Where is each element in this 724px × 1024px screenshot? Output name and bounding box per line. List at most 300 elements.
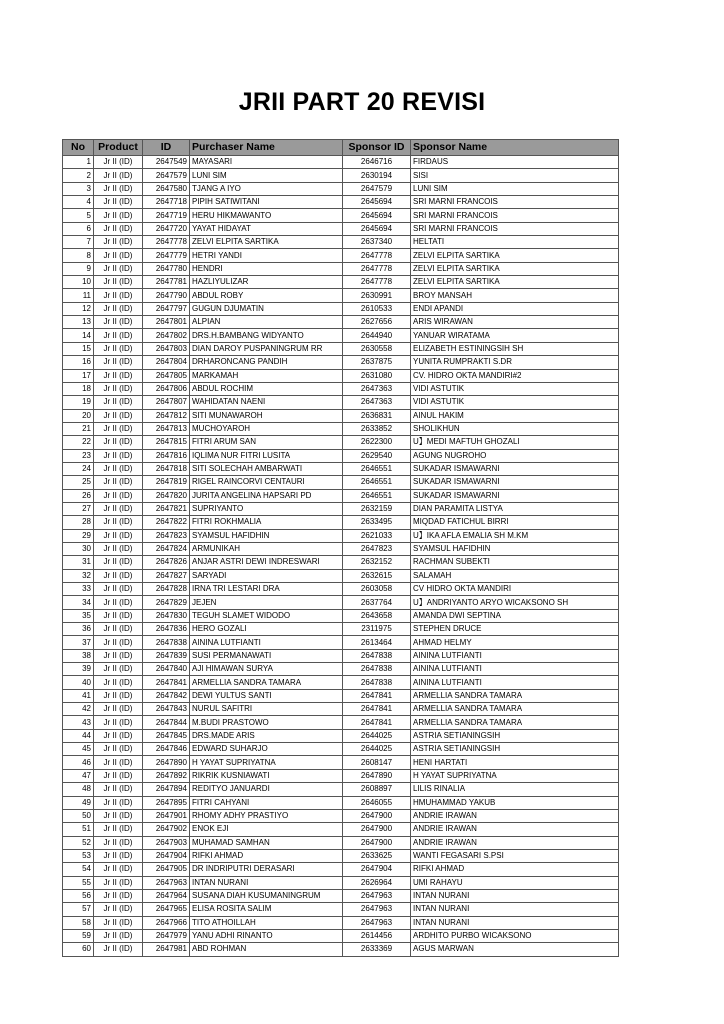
row-number: 6 bbox=[63, 222, 94, 235]
product-cell: Jr II (ID) bbox=[94, 196, 143, 209]
id-cell: 2647844 bbox=[143, 716, 190, 729]
sponsor-name-cell: BROY MANSAH bbox=[411, 289, 619, 302]
product-cell: Jr II (ID) bbox=[94, 409, 143, 422]
sponsor-name-cell: SRI MARNI FRANCOIS bbox=[411, 209, 619, 222]
sponsor-id-cell: 2637764 bbox=[343, 596, 411, 609]
header-sponsor-name: Sponsor Name bbox=[411, 140, 619, 156]
purchaser-name-cell: ABDUL ROBY bbox=[190, 289, 343, 302]
id-cell: 2647964 bbox=[143, 889, 190, 902]
sponsor-name-cell: ARDHITO PURBO WICAKSONO bbox=[411, 929, 619, 942]
sponsor-name-cell: STEPHEN DRUCE bbox=[411, 623, 619, 636]
table-row bbox=[63, 222, 619, 235]
table-row bbox=[63, 796, 619, 809]
id-cell: 2647824 bbox=[143, 542, 190, 555]
product-cell: Jr II (ID) bbox=[94, 809, 143, 822]
table-row bbox=[63, 636, 619, 649]
row-number: 12 bbox=[63, 302, 94, 315]
row-number: 32 bbox=[63, 569, 94, 582]
page-title: JRII PART 20 REVISI bbox=[238, 88, 486, 116]
row-number: 52 bbox=[63, 836, 94, 849]
sponsor-id-cell: 2647778 bbox=[343, 262, 411, 275]
purchaser-name-cell: GUGUN DJUMATIN bbox=[190, 302, 343, 315]
table-row bbox=[63, 236, 619, 249]
sponsor-name-cell: HMUHAMMAD YAKUB bbox=[411, 796, 619, 809]
id-cell: 2647901 bbox=[143, 809, 190, 822]
table-row bbox=[63, 729, 619, 742]
purchaser-name-cell: DR INDRIPUTRI DERASARI bbox=[190, 863, 343, 876]
row-number: 15 bbox=[63, 342, 94, 355]
sponsor-name-cell: ANDRIE IRAWAN bbox=[411, 823, 619, 836]
table-row bbox=[63, 649, 619, 662]
purchaser-name-cell: HERU HIKMAWANTO bbox=[190, 209, 343, 222]
id-cell: 2647830 bbox=[143, 609, 190, 622]
sponsor-id-cell: 2647841 bbox=[343, 703, 411, 716]
sponsor-id-cell: 2647963 bbox=[343, 903, 411, 916]
sponsor-name-cell: AININA LUTFIANTI bbox=[411, 663, 619, 676]
table-row bbox=[63, 449, 619, 462]
table-row bbox=[63, 329, 619, 342]
table-row bbox=[63, 436, 619, 449]
row-number: 41 bbox=[63, 689, 94, 702]
table-row bbox=[63, 849, 619, 862]
sponsor-id-cell: 2645694 bbox=[343, 209, 411, 222]
row-number: 48 bbox=[63, 783, 94, 796]
table-row bbox=[63, 396, 619, 409]
id-cell: 2647778 bbox=[143, 236, 190, 249]
sponsor-name-cell: ENDI APANDI bbox=[411, 302, 619, 315]
product-cell: Jr II (ID) bbox=[94, 369, 143, 382]
id-cell: 2647827 bbox=[143, 569, 190, 582]
purchaser-name-cell: IQLIMA NUR FITRI LUSITA bbox=[190, 449, 343, 462]
header-purchaser-name: Purchaser Name bbox=[190, 140, 343, 156]
purchaser-name-cell: MUCHOYAROH bbox=[190, 422, 343, 435]
id-cell: 2647720 bbox=[143, 222, 190, 235]
table-row bbox=[63, 342, 619, 355]
sponsor-name-cell: SUKADAR ISMAWARNI bbox=[411, 462, 619, 475]
purchaser-name-cell: HENDRI bbox=[190, 262, 343, 275]
row-number: 43 bbox=[63, 716, 94, 729]
product-cell: Jr II (ID) bbox=[94, 342, 143, 355]
id-cell: 2647580 bbox=[143, 182, 190, 195]
row-number: 57 bbox=[63, 903, 94, 916]
id-cell: 2647780 bbox=[143, 262, 190, 275]
id-cell: 2647822 bbox=[143, 516, 190, 529]
table-row bbox=[63, 262, 619, 275]
sponsor-name-cell: LUNI SIM bbox=[411, 182, 619, 195]
sponsor-id-cell: 2630194 bbox=[343, 169, 411, 182]
sponsor-id-cell: 2647841 bbox=[343, 689, 411, 702]
sponsor-id-cell: 2630991 bbox=[343, 289, 411, 302]
product-cell: Jr II (ID) bbox=[94, 529, 143, 542]
product-cell: Jr II (ID) bbox=[94, 502, 143, 515]
table-row bbox=[63, 302, 619, 315]
row-number: 46 bbox=[63, 756, 94, 769]
sponsor-name-cell: YUNITA RUMPRAKTI S.DR bbox=[411, 356, 619, 369]
id-cell: 2647806 bbox=[143, 382, 190, 395]
product-cell: Jr II (ID) bbox=[94, 943, 143, 956]
row-number: 55 bbox=[63, 876, 94, 889]
id-cell: 2647579 bbox=[143, 169, 190, 182]
row-number: 60 bbox=[63, 943, 94, 956]
id-cell: 2647821 bbox=[143, 502, 190, 515]
table-row bbox=[63, 529, 619, 542]
sponsor-id-cell: 2644025 bbox=[343, 729, 411, 742]
purchaser-name-cell: NURUL SAFITRI bbox=[190, 703, 343, 716]
sponsor-name-cell: AGUS MARWAN bbox=[411, 943, 619, 956]
sponsor-id-cell: 2647363 bbox=[343, 396, 411, 409]
purchaser-name-cell: WAHIDATAN NAENI bbox=[190, 396, 343, 409]
purchaser-table bbox=[62, 139, 619, 957]
purchaser-name-cell: HETRI YANDI bbox=[190, 249, 343, 262]
product-cell: Jr II (ID) bbox=[94, 489, 143, 502]
sponsor-id-cell: 2622300 bbox=[343, 436, 411, 449]
row-number: 4 bbox=[63, 196, 94, 209]
sponsor-id-cell: 2646551 bbox=[343, 489, 411, 502]
row-number: 2 bbox=[63, 169, 94, 182]
table-row bbox=[63, 489, 619, 502]
id-cell: 2647805 bbox=[143, 369, 190, 382]
product-cell: Jr II (ID) bbox=[94, 222, 143, 235]
sponsor-id-cell: 2647963 bbox=[343, 916, 411, 929]
sponsor-name-cell: U】MEDI MAFTUH GHOZALI bbox=[411, 436, 619, 449]
sponsor-id-cell: 2647838 bbox=[343, 663, 411, 676]
purchaser-name-cell: ARMUNIKAH bbox=[190, 542, 343, 555]
product-cell: Jr II (ID) bbox=[94, 889, 143, 902]
id-cell: 2647779 bbox=[143, 249, 190, 262]
product-cell: Jr II (ID) bbox=[94, 929, 143, 942]
table-row bbox=[63, 823, 619, 836]
table-row bbox=[63, 916, 619, 929]
sponsor-name-cell: UMI RAHAYU bbox=[411, 876, 619, 889]
sponsor-id-cell: 2614456 bbox=[343, 929, 411, 942]
table-row bbox=[63, 382, 619, 395]
id-cell: 2647816 bbox=[143, 449, 190, 462]
row-number: 54 bbox=[63, 863, 94, 876]
table-row bbox=[63, 182, 619, 195]
sponsor-id-cell: 2644940 bbox=[343, 329, 411, 342]
sponsor-name-cell: ARMELLIA SANDRA TAMARA bbox=[411, 716, 619, 729]
sponsor-id-cell: 2646055 bbox=[343, 796, 411, 809]
sponsor-name-cell: ZELVI ELPITA SARTIKA bbox=[411, 249, 619, 262]
product-cell: Jr II (ID) bbox=[94, 916, 143, 929]
id-cell: 2647966 bbox=[143, 916, 190, 929]
purchaser-name-cell: TITO ATHOILLAH bbox=[190, 916, 343, 929]
purchaser-name-cell: ZELVI ELPITA SARTIKA bbox=[190, 236, 343, 249]
sponsor-name-cell: H YAYAT SUPRIYATNA bbox=[411, 769, 619, 782]
table-row bbox=[63, 369, 619, 382]
table-row bbox=[63, 609, 619, 622]
product-cell: Jr II (ID) bbox=[94, 516, 143, 529]
row-number: 51 bbox=[63, 823, 94, 836]
product-cell: Jr II (ID) bbox=[94, 609, 143, 622]
row-number: 10 bbox=[63, 276, 94, 289]
purchaser-name-cell: M.BUDI PRASTOWO bbox=[190, 716, 343, 729]
table-row bbox=[63, 249, 619, 262]
purchaser-name-cell: REDITYO JANUARDI bbox=[190, 783, 343, 796]
table-row bbox=[63, 623, 619, 636]
product-cell: Jr II (ID) bbox=[94, 769, 143, 782]
purchaser-name-cell: IRNA TRI LESTARI DRA bbox=[190, 583, 343, 596]
sponsor-id-cell: 2643658 bbox=[343, 609, 411, 622]
sponsor-name-cell: FIRDAUS bbox=[411, 156, 619, 169]
purchaser-name-cell: EDWARD SUHARJO bbox=[190, 743, 343, 756]
table-row bbox=[63, 356, 619, 369]
purchaser-name-cell: MUHAMAD SAMHAN bbox=[190, 836, 343, 849]
product-cell: Jr II (ID) bbox=[94, 182, 143, 195]
sponsor-id-cell: 2647579 bbox=[343, 182, 411, 195]
product-cell: Jr II (ID) bbox=[94, 449, 143, 462]
row-number: 11 bbox=[63, 289, 94, 302]
sponsor-id-cell: 2647900 bbox=[343, 809, 411, 822]
sponsor-id-cell: 2627656 bbox=[343, 316, 411, 329]
purchaser-name-cell: H YAYAT SUPRIYATNA bbox=[190, 756, 343, 769]
row-number: 23 bbox=[63, 449, 94, 462]
product-cell: Jr II (ID) bbox=[94, 596, 143, 609]
table-row bbox=[63, 569, 619, 582]
row-number: 44 bbox=[63, 729, 94, 742]
row-number: 24 bbox=[63, 462, 94, 475]
product-cell: Jr II (ID) bbox=[94, 716, 143, 729]
table-row bbox=[63, 276, 619, 289]
product-cell: Jr II (ID) bbox=[94, 849, 143, 862]
sponsor-id-cell: 2608147 bbox=[343, 756, 411, 769]
table-row bbox=[63, 169, 619, 182]
purchaser-name-cell: DRHARONCANG PANDIH bbox=[190, 356, 343, 369]
purchaser-name-cell: RIKRIK KUSNIAWATI bbox=[190, 769, 343, 782]
purchaser-name-cell: DRS.MADE ARIS bbox=[190, 729, 343, 742]
purchaser-name-cell: ARMELLIA SANDRA TAMARA bbox=[190, 676, 343, 689]
sponsor-id-cell: 2311975 bbox=[343, 623, 411, 636]
row-number: 56 bbox=[63, 889, 94, 902]
table-row bbox=[63, 516, 619, 529]
id-cell: 2647828 bbox=[143, 583, 190, 596]
purchaser-name-cell: RHOMY ADHY PRASTIYO bbox=[190, 809, 343, 822]
product-cell: Jr II (ID) bbox=[94, 396, 143, 409]
row-number: 27 bbox=[63, 502, 94, 515]
purchaser-name-cell: SYAMSUL HAFIDHIN bbox=[190, 529, 343, 542]
id-cell: 2647845 bbox=[143, 729, 190, 742]
id-cell: 2647904 bbox=[143, 849, 190, 862]
table-row bbox=[63, 462, 619, 475]
purchaser-name-cell: JURITA ANGELINA HAPSARI PD bbox=[190, 489, 343, 502]
purchaser-name-cell: JEJEN bbox=[190, 596, 343, 609]
table-row bbox=[63, 542, 619, 555]
row-number: 31 bbox=[63, 556, 94, 569]
sponsor-name-cell: HENI HARTATI bbox=[411, 756, 619, 769]
row-number: 9 bbox=[63, 262, 94, 275]
sponsor-name-cell: AININA LUTFIANTI bbox=[411, 649, 619, 662]
purchaser-name-cell: SITI MUNAWAROH bbox=[190, 409, 343, 422]
product-cell: Jr II (ID) bbox=[94, 689, 143, 702]
sponsor-id-cell: 2633369 bbox=[343, 943, 411, 956]
sponsor-name-cell: ARMELLIA SANDRA TAMARA bbox=[411, 703, 619, 716]
id-cell: 2647894 bbox=[143, 783, 190, 796]
table-row bbox=[63, 596, 619, 609]
sponsor-id-cell: 2646551 bbox=[343, 476, 411, 489]
purchaser-name-cell: RIFKI AHMAD bbox=[190, 849, 343, 862]
id-cell: 2647965 bbox=[143, 903, 190, 916]
sponsor-id-cell: 2610533 bbox=[343, 302, 411, 315]
row-number: 3 bbox=[63, 182, 94, 195]
product-cell: Jr II (ID) bbox=[94, 783, 143, 796]
sponsor-id-cell: 2647778 bbox=[343, 276, 411, 289]
sponsor-name-cell: ZELVI ELPITA SARTIKA bbox=[411, 262, 619, 275]
purchaser-name-cell: LUNI SIM bbox=[190, 169, 343, 182]
purchaser-name-cell: MARKAMAH bbox=[190, 369, 343, 382]
row-number: 53 bbox=[63, 849, 94, 862]
product-cell: Jr II (ID) bbox=[94, 703, 143, 716]
sponsor-name-cell: ARMELLIA SANDRA TAMARA bbox=[411, 689, 619, 702]
row-number: 18 bbox=[63, 382, 94, 395]
sponsor-id-cell: 2630558 bbox=[343, 342, 411, 355]
product-cell: Jr II (ID) bbox=[94, 316, 143, 329]
sponsor-name-cell: VIDI ASTUTIK bbox=[411, 382, 619, 395]
row-number: 26 bbox=[63, 489, 94, 502]
sponsor-id-cell: 2633625 bbox=[343, 849, 411, 862]
purchaser-name-cell: ANJAR ASTRI DEWI INDRESWARI bbox=[190, 556, 343, 569]
sponsor-name-cell: SRI MARNI FRANCOIS bbox=[411, 222, 619, 235]
sponsor-id-cell: 2608897 bbox=[343, 783, 411, 796]
sponsor-id-cell: 2636831 bbox=[343, 409, 411, 422]
sponsor-name-cell: U】IKA AFLA EMALIA SH M.KM bbox=[411, 529, 619, 542]
sponsor-name-cell: AGUNG NUGROHO bbox=[411, 449, 619, 462]
purchaser-name-cell: AININA LUTFIANTI bbox=[190, 636, 343, 649]
table-row bbox=[63, 943, 619, 956]
id-cell: 2647820 bbox=[143, 489, 190, 502]
id-cell: 2647842 bbox=[143, 689, 190, 702]
sponsor-id-cell: 2646551 bbox=[343, 462, 411, 475]
row-number: 14 bbox=[63, 329, 94, 342]
purchaser-name-cell: HERO GOZALI bbox=[190, 623, 343, 636]
table-row bbox=[63, 663, 619, 676]
table-row bbox=[63, 769, 619, 782]
sponsor-id-cell: 2645694 bbox=[343, 196, 411, 209]
product-cell: Jr II (ID) bbox=[94, 676, 143, 689]
product-cell: Jr II (ID) bbox=[94, 209, 143, 222]
row-number: 39 bbox=[63, 663, 94, 676]
table-row bbox=[63, 889, 619, 902]
sponsor-name-cell: ZELVI ELPITA SARTIKA bbox=[411, 276, 619, 289]
header-sponsor-id: Sponsor ID bbox=[343, 140, 411, 156]
sponsor-name-cell: AMANDA DWI SEPTINA bbox=[411, 609, 619, 622]
table-row bbox=[63, 903, 619, 916]
row-number: 28 bbox=[63, 516, 94, 529]
product-cell: Jr II (ID) bbox=[94, 329, 143, 342]
product-cell: Jr II (ID) bbox=[94, 863, 143, 876]
id-cell: 2647846 bbox=[143, 743, 190, 756]
purchaser-name-cell: ENOK EJI bbox=[190, 823, 343, 836]
sponsor-id-cell: 2633852 bbox=[343, 422, 411, 435]
purchaser-name-cell: YAYAT HIDAYAT bbox=[190, 222, 343, 235]
sponsor-id-cell: 2647904 bbox=[343, 863, 411, 876]
sponsor-id-cell: 2647841 bbox=[343, 716, 411, 729]
table-row bbox=[63, 863, 619, 876]
purchaser-name-cell: ELISA ROSITA SALIM bbox=[190, 903, 343, 916]
sponsor-name-cell: RIFKI AHMAD bbox=[411, 863, 619, 876]
sponsor-id-cell: 2647890 bbox=[343, 769, 411, 782]
sponsor-name-cell: SUKADAR ISMAWARNI bbox=[411, 489, 619, 502]
row-number: 22 bbox=[63, 436, 94, 449]
row-number: 47 bbox=[63, 769, 94, 782]
purchaser-name-cell: DIAN DAROY PUSPANINGRUM RR bbox=[190, 342, 343, 355]
row-number: 38 bbox=[63, 649, 94, 662]
row-number: 34 bbox=[63, 596, 94, 609]
table-row bbox=[63, 689, 619, 702]
row-number: 5 bbox=[63, 209, 94, 222]
id-cell: 2647818 bbox=[143, 462, 190, 475]
row-number: 29 bbox=[63, 529, 94, 542]
product-cell: Jr II (ID) bbox=[94, 796, 143, 809]
sponsor-name-cell: HELTATI bbox=[411, 236, 619, 249]
product-cell: Jr II (ID) bbox=[94, 302, 143, 315]
id-cell: 2647981 bbox=[143, 943, 190, 956]
row-number: 13 bbox=[63, 316, 94, 329]
sponsor-name-cell: VIDI ASTUTIK bbox=[411, 396, 619, 409]
id-cell: 2647892 bbox=[143, 769, 190, 782]
row-number: 50 bbox=[63, 809, 94, 822]
sponsor-id-cell: 2647778 bbox=[343, 249, 411, 262]
product-cell: Jr II (ID) bbox=[94, 169, 143, 182]
product-cell: Jr II (ID) bbox=[94, 422, 143, 435]
row-number: 19 bbox=[63, 396, 94, 409]
table-row bbox=[63, 716, 619, 729]
sponsor-name-cell: SALAMAH bbox=[411, 569, 619, 582]
sponsor-name-cell: SYAMSUL HAFIDHIN bbox=[411, 542, 619, 555]
table-row bbox=[63, 876, 619, 889]
id-cell: 2647719 bbox=[143, 209, 190, 222]
sponsor-name-cell: RACHMAN SUBEKTI bbox=[411, 556, 619, 569]
id-cell: 2647807 bbox=[143, 396, 190, 409]
sponsor-id-cell: 2603058 bbox=[343, 583, 411, 596]
product-cell: Jr II (ID) bbox=[94, 436, 143, 449]
sponsor-name-cell: INTAN NURANI bbox=[411, 916, 619, 929]
sponsor-name-cell: CV. HIDRO OKTA MANDIRI#2 bbox=[411, 369, 619, 382]
sponsor-id-cell: 2647838 bbox=[343, 649, 411, 662]
sponsor-name-cell: U】ANDRIYANTO ARYO WICAKSONO SH bbox=[411, 596, 619, 609]
purchaser-name-cell: AJI HIMAWAN SURYA bbox=[190, 663, 343, 676]
sponsor-name-cell: CV HIDRO OKTA MANDIRI bbox=[411, 583, 619, 596]
purchaser-name-cell: RIGEL RAINCORVI CENTAURI bbox=[190, 476, 343, 489]
id-cell: 2647836 bbox=[143, 623, 190, 636]
sponsor-id-cell: 2613464 bbox=[343, 636, 411, 649]
sponsor-name-cell: AINUL HAKIM bbox=[411, 409, 619, 422]
row-number: 20 bbox=[63, 409, 94, 422]
sponsor-id-cell: 2647900 bbox=[343, 823, 411, 836]
purchaser-name-cell: SITI SOLECHAH AMBARWATI bbox=[190, 462, 343, 475]
row-number: 37 bbox=[63, 636, 94, 649]
table-row bbox=[63, 476, 619, 489]
purchaser-name-cell: DEWI YULTUS SANTI bbox=[190, 689, 343, 702]
product-cell: Jr II (ID) bbox=[94, 382, 143, 395]
purchaser-name-cell: ABD ROHMAN bbox=[190, 943, 343, 956]
sponsor-name-cell: YANUAR WIRATAMA bbox=[411, 329, 619, 342]
row-number: 36 bbox=[63, 623, 94, 636]
id-cell: 2647812 bbox=[143, 409, 190, 422]
sponsor-id-cell: 2637875 bbox=[343, 356, 411, 369]
sponsor-id-cell: 2621033 bbox=[343, 529, 411, 542]
id-cell: 2647890 bbox=[143, 756, 190, 769]
sponsor-name-cell: LILIS RINALIA bbox=[411, 783, 619, 796]
id-cell: 2647841 bbox=[143, 676, 190, 689]
sponsor-name-cell: DIAN PARAMITA LISTYA bbox=[411, 502, 619, 515]
sponsor-id-cell: 2647823 bbox=[343, 542, 411, 555]
row-number: 8 bbox=[63, 249, 94, 262]
sponsor-name-cell: SISI bbox=[411, 169, 619, 182]
product-cell: Jr II (ID) bbox=[94, 556, 143, 569]
product-cell: Jr II (ID) bbox=[94, 569, 143, 582]
sponsor-name-cell: SRI MARNI FRANCOIS bbox=[411, 196, 619, 209]
id-cell: 2647895 bbox=[143, 796, 190, 809]
